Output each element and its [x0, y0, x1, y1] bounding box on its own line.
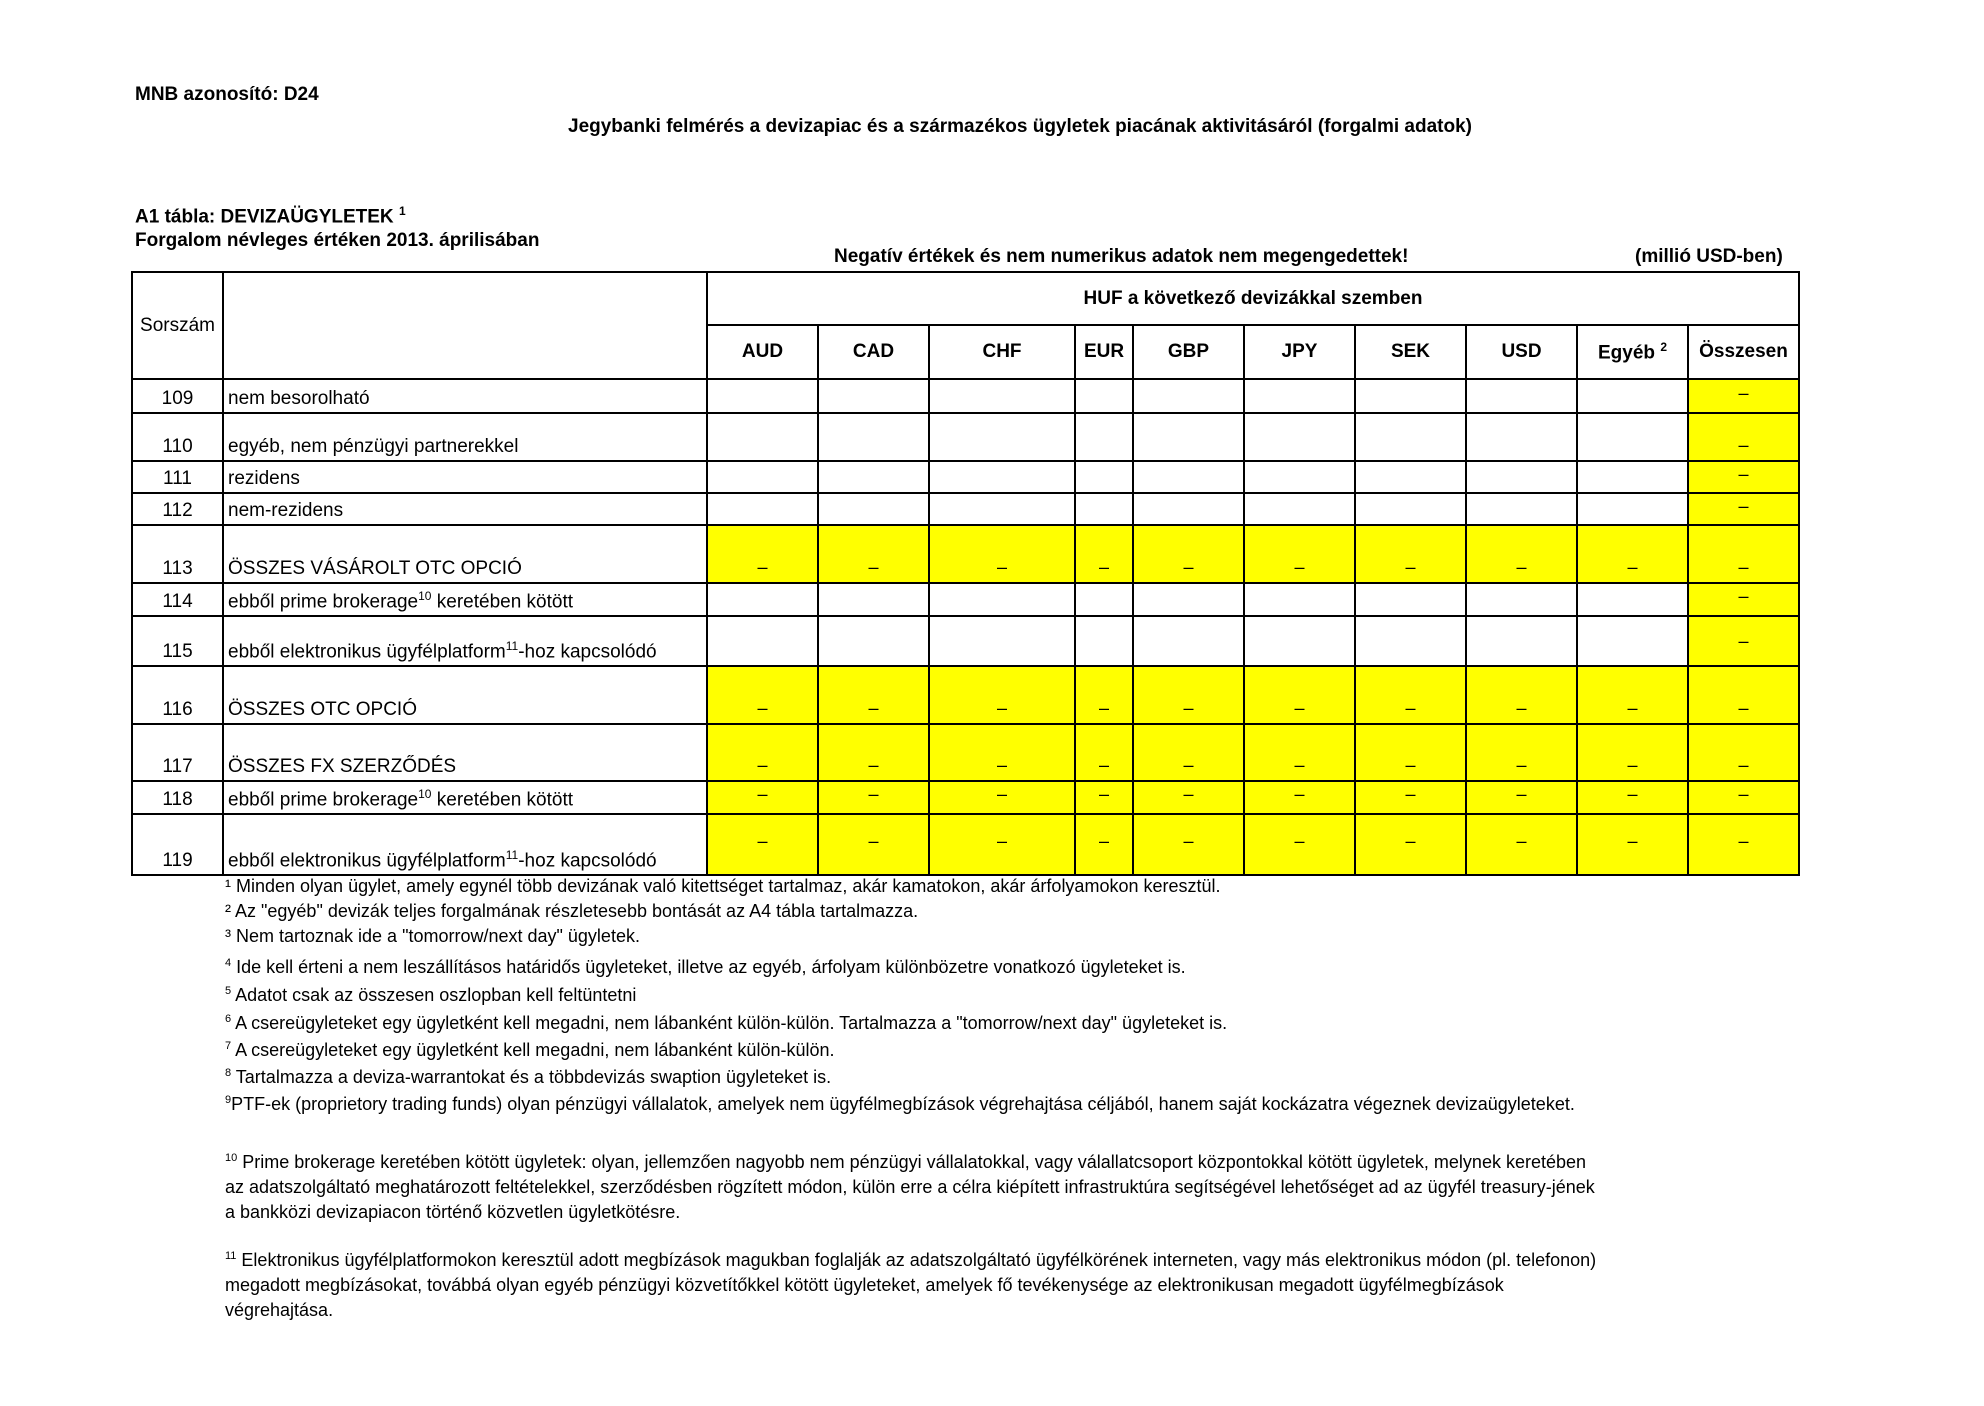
footnote-text: Prime brokerage keretében kötött ügyletek: olyan, jellemzően nagyobb nem pénzügyi vállalatokkal, vagy válallatcsoport központokkal kötött ügyletek, melynek keretében	[237, 1152, 1587, 1172]
table-row	[132, 525, 1799, 583]
row-number: 109	[132, 379, 223, 413]
input-cell[interactable]	[818, 379, 929, 413]
footnote-1: ¹ Minden olyan ügylet, amely egynél több devizának való kitettséget tartalmaz, akár kamatokon, akár árfolyamokon keresztül.	[225, 876, 1221, 896]
table-row	[132, 583, 1799, 616]
row-label: egyéb, nem pénzügyi partnerekkel	[223, 413, 707, 461]
row-number: 118	[132, 781, 223, 814]
row-number: 117	[132, 724, 223, 781]
col-header-usd: USD	[1466, 325, 1577, 379]
input-cell[interactable]	[707, 493, 818, 525]
footnote-mark: 10	[418, 786, 432, 801]
row-number: 116	[132, 666, 223, 724]
computed-cell: –	[707, 781, 818, 814]
computed-cell: –	[1466, 724, 1577, 781]
input-cell[interactable]	[1133, 379, 1244, 413]
row-label-text: -hoz kapcsolódó	[518, 641, 657, 662]
input-cell[interactable]	[1355, 379, 1466, 413]
footnote-mark: 10	[225, 1152, 238, 1164]
footnote-mark: 11	[505, 638, 519, 653]
footnote-text: A csereügyleteket egy ügyletként kell megadni, nem lábanként külön-külön. Tartalmazza a "tomorrow/next day" ügyleteket is.	[231, 1013, 1228, 1033]
footnote-text: Tartalmazza a deviza-warrantokat és a többdevizás swaption ügyleteket is.	[231, 1067, 832, 1087]
input-cell[interactable]	[1075, 493, 1133, 525]
total-cell: –	[1688, 493, 1799, 525]
computed-cell: –	[929, 525, 1075, 583]
row-label: ÖSSZES VÁSÁROLT OTC OPCIÓ	[223, 525, 707, 583]
footnote-mark: 11	[225, 1250, 237, 1262]
input-cell[interactable]	[1577, 379, 1688, 413]
footnote-text: PTF-ek (proprietory trading funds) olyan pénzügyi vállalatok, amelyek nem ügyfélmegbízások végrehajtása céljából, hanem saját kockázatra végeznek devizaügyleteket.	[231, 1094, 1575, 1114]
page-title: Jegybanki felmérés a devizapiac és a származékos ügyletek piacának aktivitásáról (forgalmi adatok)	[568, 116, 1472, 137]
input-cell[interactable]	[1355, 493, 1466, 525]
computed-cell: –	[1244, 525, 1355, 583]
row-label-text: ebből elektronikus ügyfélplatform	[228, 850, 506, 871]
input-cell[interactable]	[1466, 493, 1577, 525]
total-cell: –	[1688, 781, 1799, 814]
computed-cell: –	[1355, 666, 1466, 724]
table-row	[132, 461, 1799, 493]
input-cell[interactable]	[1244, 493, 1355, 525]
input-cell[interactable]	[707, 616, 818, 666]
validation-warning: Negatív értékek és nem numerikus adatok nem megengedettek!	[834, 246, 1409, 267]
input-cell[interactable]	[1466, 583, 1577, 616]
computed-cell: –	[1244, 666, 1355, 724]
row-number: 112	[132, 493, 223, 525]
total-cell: –	[1688, 616, 1799, 666]
computed-cell: –	[818, 781, 929, 814]
footnote-3: ³ Nem tartoznak ide a "tomorrow/next day" ügyletek.	[225, 926, 640, 946]
input-cell[interactable]	[1577, 413, 1688, 461]
footnote-text: A csereügyleteket egy ügyletként kell megadni, nem lábanként külön-külön.	[231, 1040, 835, 1060]
computed-cell: –	[1355, 525, 1466, 583]
input-cell[interactable]	[818, 583, 929, 616]
table-row	[132, 493, 1799, 525]
table-row	[132, 781, 1799, 814]
footnote-2: ² Az "egyéb" devizák teljes forgalmának részletesebb bontását az A4 tábla tartalmazza.	[225, 901, 919, 921]
total-cell: –	[1688, 724, 1799, 781]
footnote-mark: 10	[418, 588, 432, 603]
input-cell[interactable]	[1577, 583, 1688, 616]
input-cell[interactable]	[1244, 461, 1355, 493]
input-cell[interactable]	[929, 616, 1075, 666]
row-label-text: ebből elektronikus ügyfélplatform	[228, 641, 506, 662]
total-cell: –	[1688, 379, 1799, 413]
computed-cell: –	[929, 814, 1075, 875]
total-cell: –	[1688, 814, 1799, 875]
computed-cell: –	[1244, 814, 1355, 875]
input-cell[interactable]	[1466, 379, 1577, 413]
computed-cell: –	[1133, 666, 1244, 724]
computed-cell: –	[1577, 724, 1688, 781]
computed-cell: –	[1075, 666, 1133, 724]
computed-cell: –	[707, 724, 818, 781]
col-header-chf: CHF	[929, 325, 1075, 379]
input-cell[interactable]	[1355, 583, 1466, 616]
computed-cell: –	[818, 814, 929, 875]
row-number: 114	[132, 583, 223, 616]
computed-cell: –	[818, 525, 929, 583]
table-row	[132, 724, 1799, 781]
footnote-mark: 11	[505, 847, 519, 862]
col-header-aud: AUD	[707, 325, 818, 379]
row-label: nem besorolható	[223, 379, 707, 413]
computed-cell: –	[1466, 814, 1577, 875]
input-cell[interactable]	[929, 413, 1075, 461]
row-label	[223, 781, 707, 814]
computed-cell: –	[707, 814, 818, 875]
row-label	[223, 616, 707, 666]
input-cell[interactable]	[929, 493, 1075, 525]
computed-cell: –	[707, 666, 818, 724]
row-label-text: ebből prime brokerage	[228, 789, 419, 810]
computed-cell: –	[929, 781, 1075, 814]
input-cell[interactable]	[1133, 583, 1244, 616]
input-cell[interactable]	[929, 461, 1075, 493]
input-cell[interactable]	[929, 379, 1075, 413]
col-group-header: HUF a következő devizákkal szemben	[707, 272, 1799, 325]
footnote-5	[225, 979, 1575, 1007]
table-title-footnote-mark: 1	[398, 204, 406, 218]
computed-cell: –	[1466, 781, 1577, 814]
table-row	[132, 616, 1799, 666]
input-cell[interactable]	[1133, 413, 1244, 461]
input-cell[interactable]	[1075, 461, 1133, 493]
computed-cell: –	[818, 724, 929, 781]
footnote-7	[225, 1034, 1575, 1061]
input-cell[interactable]	[707, 583, 818, 616]
total-cell: –	[1688, 583, 1799, 616]
col-header-sorszam: Sorszám	[132, 272, 223, 379]
input-cell[interactable]	[1244, 379, 1355, 413]
row-label	[223, 583, 707, 616]
input-cell[interactable]	[929, 583, 1075, 616]
data-table	[131, 271, 1800, 876]
computed-cell: –	[1244, 724, 1355, 781]
input-cell[interactable]	[1577, 616, 1688, 666]
input-cell[interactable]	[707, 461, 818, 493]
footnote-mark: 7	[225, 1040, 232, 1052]
footnote-text: megadott megbízásokat, továbbá olyan egyéb pénzügyi közvetítőkkel kötött ügyleteket, amelyek fő tevékenysége az elektronikusan megadott ügyfélmegbízások	[225, 1275, 1504, 1295]
footnote-text: Ide kell érteni a nem leszállításos határidős ügyleteket, illetve az egyéb, árfolyam különbözetre vonatkozó ügyleteket is.	[231, 957, 1186, 977]
input-cell[interactable]	[1133, 493, 1244, 525]
form-id: MNB azonosító: D24	[135, 84, 319, 105]
input-cell[interactable]	[1244, 583, 1355, 616]
computed-cell: –	[1075, 814, 1133, 875]
col-header-sek: SEK	[1355, 325, 1466, 379]
row-label: nem-rezidens	[223, 493, 707, 525]
computed-cell: –	[1133, 724, 1244, 781]
computed-cell: –	[1466, 525, 1577, 583]
row-number: 110	[132, 413, 223, 461]
row-label-text: ebből prime brokerage	[228, 591, 419, 612]
col-header-label	[223, 272, 707, 379]
computed-cell: –	[1577, 814, 1688, 875]
total-cell: –	[1688, 413, 1799, 461]
computed-cell: –	[929, 666, 1075, 724]
input-cell[interactable]	[1133, 616, 1244, 666]
footnotes	[225, 874, 1575, 1115]
computed-cell: –	[1466, 666, 1577, 724]
footnote-mark: 4	[225, 957, 232, 969]
unit-label: (millió USD-ben)	[1635, 246, 1783, 267]
footnote-10	[225, 1146, 1785, 1225]
total-cell: –	[1688, 525, 1799, 583]
footnote-mark: 8	[225, 1067, 232, 1079]
input-cell[interactable]	[1355, 461, 1466, 493]
input-cell[interactable]	[1355, 413, 1466, 461]
input-cell[interactable]	[707, 379, 818, 413]
table-row	[132, 379, 1799, 413]
row-label: ÖSSZES OTC OPCIÓ	[223, 666, 707, 724]
table-title	[135, 204, 406, 228]
row-label	[223, 814, 707, 875]
input-cell[interactable]	[1075, 413, 1133, 461]
computed-cell: –	[1355, 781, 1466, 814]
computed-cell: –	[1244, 781, 1355, 814]
computed-cell: –	[1355, 724, 1466, 781]
col-header-osszesen: Összesen	[1688, 325, 1799, 379]
col-header-jpy: JPY	[1244, 325, 1355, 379]
row-number: 111	[132, 461, 223, 493]
row-label-text: keretében kötött	[431, 789, 574, 810]
input-cell[interactable]	[1075, 583, 1133, 616]
input-cell[interactable]	[1466, 461, 1577, 493]
footnote-9	[225, 1088, 1575, 1115]
footnote-mark: 9	[225, 1094, 232, 1106]
input-cell[interactable]	[1244, 616, 1355, 666]
input-cell[interactable]	[1244, 413, 1355, 461]
col-header-eur: EUR	[1075, 325, 1133, 379]
row-label: ÖSSZES FX SZERZŐDÉS	[223, 724, 707, 781]
total-cell: –	[1688, 666, 1799, 724]
computed-cell: –	[1133, 525, 1244, 583]
footnote-mark: 5	[225, 985, 232, 997]
computed-cell: –	[1075, 781, 1133, 814]
computed-cell: –	[707, 525, 818, 583]
computed-cell: –	[1577, 666, 1688, 724]
col-header-egyeb-text: Egyéb	[1598, 342, 1656, 364]
row-number: 119	[132, 814, 223, 875]
footnote-11	[225, 1244, 1785, 1323]
input-cell[interactable]	[1466, 616, 1577, 666]
table-title-text: A1 tábla: DEVIZAÜGYLETEK	[135, 206, 394, 228]
input-cell[interactable]	[818, 413, 929, 461]
input-cell[interactable]	[818, 493, 929, 525]
computed-cell: –	[818, 666, 929, 724]
row-label-text: keretében kötött	[431, 591, 574, 612]
footnote-text: végrehajtása.	[225, 1300, 334, 1320]
footnote-4	[225, 951, 1575, 979]
col-header-egyeb-footnote-mark: 2	[1660, 339, 1667, 354]
row-label-text: -hoz kapcsolódó	[518, 850, 657, 871]
input-cell[interactable]	[1133, 461, 1244, 493]
computed-cell: –	[929, 724, 1075, 781]
computed-cell: –	[1577, 525, 1688, 583]
input-cell[interactable]	[1466, 413, 1577, 461]
input-cell[interactable]	[1577, 461, 1688, 493]
footnote-text: Adatot csak az összesen oszlopban kell feltüntetni	[231, 985, 637, 1005]
footnote-text: az adatszolgáltató meghatározott feltételekkel, szerződésben rögzített módon, külön erre a célra kiépített infrastruktúra segítségével lehetőséget ad az ügyfél treasury-jének	[225, 1177, 1595, 1197]
col-header-egyeb	[1577, 325, 1688, 379]
footnote-text: a bankközi devizapiacon történő közvetlen ügyletkötésre.	[225, 1202, 681, 1222]
table-row	[132, 413, 1799, 461]
input-cell[interactable]	[818, 616, 929, 666]
table-row	[132, 814, 1799, 875]
input-cell[interactable]	[1075, 379, 1133, 413]
computed-cell: –	[1133, 781, 1244, 814]
row-number: 115	[132, 616, 223, 666]
input-cell[interactable]	[707, 413, 818, 461]
computed-cell: –	[1355, 814, 1466, 875]
computed-cell: –	[1075, 724, 1133, 781]
computed-cell: –	[1075, 525, 1133, 583]
input-cell[interactable]	[1577, 493, 1688, 525]
table-row	[132, 666, 1799, 724]
row-label: rezidens	[223, 461, 707, 493]
footnote-text: Elektronikus ügyfélplatformokon keresztül adott megbízások magukban foglalják az adatszolgáltató ügyfélkörének interneten, vagy más elektronikus módon (pl. telefonon)	[236, 1250, 1597, 1270]
col-header-cad: CAD	[818, 325, 929, 379]
input-cell[interactable]	[1355, 616, 1466, 666]
input-cell[interactable]	[1075, 616, 1133, 666]
computed-cell: –	[1133, 814, 1244, 875]
footnote-6	[225, 1007, 1575, 1034]
total-cell: –	[1688, 461, 1799, 493]
footnote-mark: 6	[225, 1013, 232, 1025]
col-header-gbp: GBP	[1133, 325, 1244, 379]
input-cell[interactable]	[818, 461, 929, 493]
row-number: 113	[132, 525, 223, 583]
footnote-8	[225, 1061, 1575, 1088]
table-subtitle: Forgalom névleges értéken 2013. áprilisában	[135, 230, 540, 251]
computed-cell: –	[1577, 781, 1688, 814]
